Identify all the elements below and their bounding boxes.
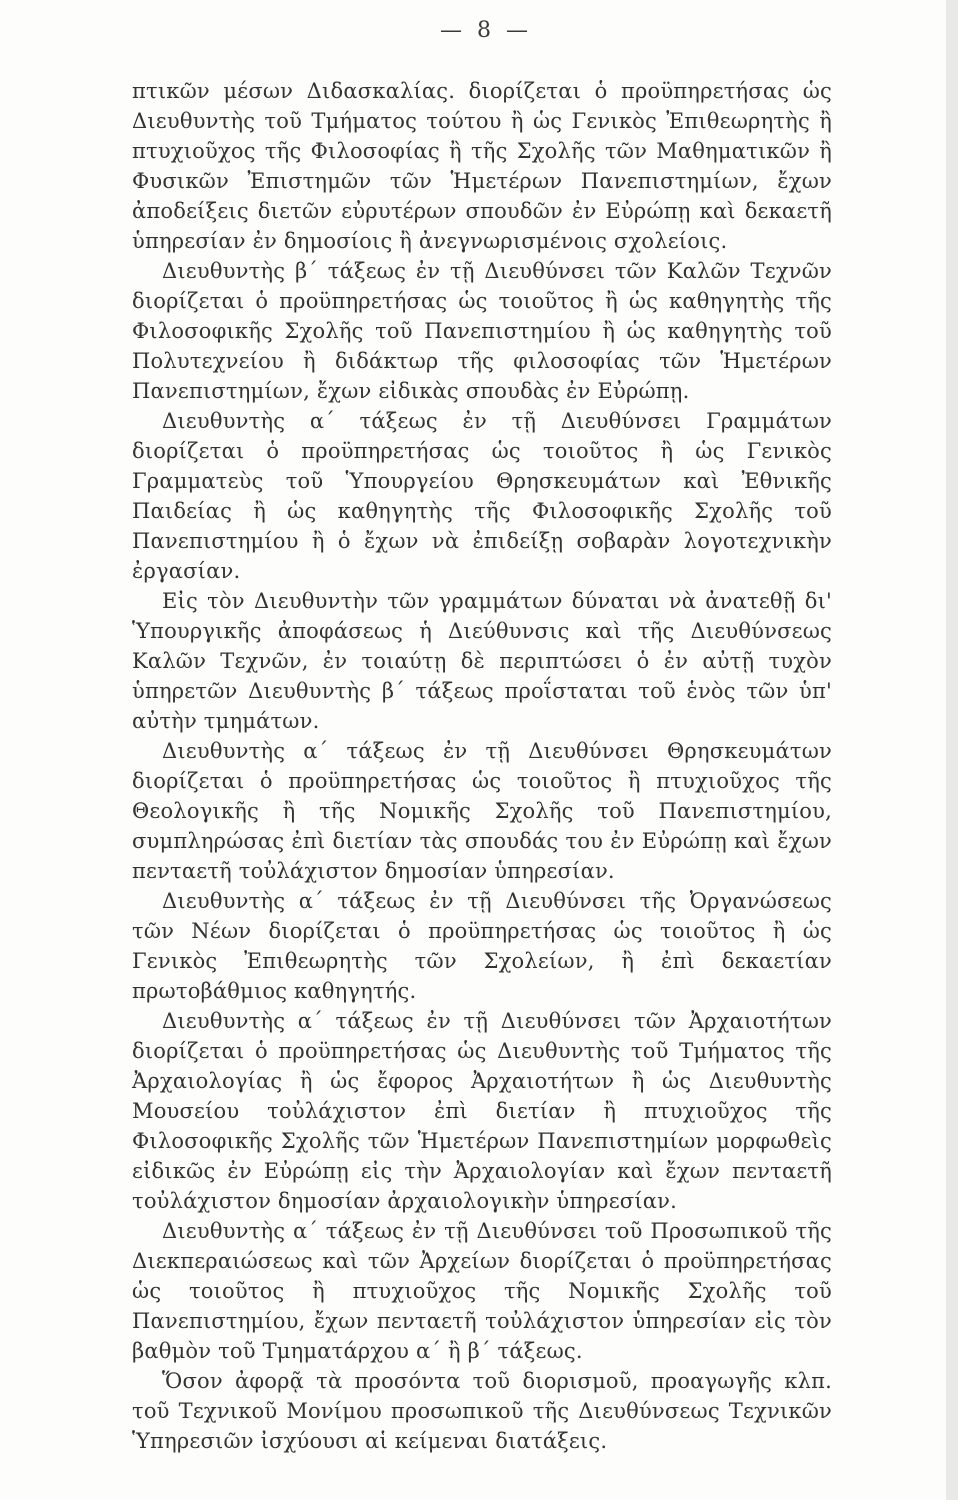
paragraph-5: Διευθυντὴς α΄ τάξεως ἐν τῇ Διευθύνσει Θρησκευμάτων διορίζεται ὁ προϋπηρετήσας ὡς τοιοῦτος ἢ πτυχιοῦχος τῆς Θεολογικῆς ἢ τῆς Νομικῆς Σχολῆς τοῦ Πανεπιστημίου, συμπληρώσας ἐπὶ διετίαν τὰς σπουδάς του ἐν Εὐρώπῃ καὶ ἔχων πενταετῆ τοὐλάχιστον δημοσίαν ὑπηρεσίαν. (132, 739, 832, 883)
page-number: — 8 — (440, 18, 532, 43)
paragraph-7: Διευθυντὴς α΄ τάξεως ἐν τῇ Διευθύνσει τῶν Ἀρχαιοτήτων διορίζεται ὁ προϋπηρετήσας ὡς Διευθυντὴς τοῦ Τμήματος τῆς Ἀρχαιολογίας ἢ ὡς ἔφορος Ἀρχαιοτήτων ἢ ὡς Διευθυντὴς Μουσείου τοὐλάχιστον ἐπὶ διετίαν ἢ πτυχιοῦχος τῆς Φιλοσοφικῆς Σχολῆς τῶν Ἡμετέρων Πανεπιστημίων μορφωθεὶς εἰδικῶς ἐν Εὐρώπῃ εἰς τὴν Ἀρχαιολογίαν καὶ ἔχων πενταετῆ τοὐλάχιστον δημοσίαν ἀρχαιολογικὴν ὑπηρεσίαν. (132, 1009, 832, 1213)
paragraph-9: Ὅσον ἀφορᾷ τὰ προσόντα τοῦ διορισμοῦ, προαγωγῆς κλπ. τοῦ Τεχνικοῦ Μονίμου προσωπικοῦ τῆς Διευθύνσεως Τεχνικῶν Ὑπηρεσιῶν ἰσχύουσι αἱ κείμεναι διατάξεις. (132, 1369, 832, 1453)
paragraph-8: Διευθυντὴς α΄ τάξεως ἐν τῇ Διευθύνσει τοῦ Προσωπικοῦ τῆς Διεκπεραιώσεως καὶ τῶν Ἀρχείων διορίζεται ὁ προϋπηρετήσας ὡς τοιοῦτος ἢ πτυχιοῦχος τῆς Νομικῆς Σχολῆς τοῦ Πανεπιστημίου, ἔχων πενταετῆ τοὐλάχιστον ὑπηρεσίαν εἰς τὸν βαθμὸν τοῦ Τμηματάρχου α΄ ἢ β΄ τάξεως. (132, 1219, 832, 1363)
paragraph-3: Διευθυντὴς α΄ τάξεως ἐν τῇ Διευθύνσει Γραμμάτων διορίζεται ὁ προϋπηρετήσας ὡς τοιοῦτος ἢ ὡς Γενικὸς Γραμματεὺς τοῦ Ὑπουργείου Θρησκευμάτων καὶ Ἐθνικῆς Παιδείας ἢ ὡς καθηγητὴς τῆς Φιλοσοφικῆς Σχολῆς τοῦ Πανεπιστημίου ἢ ὁ ἔχων νὰ ἐπιδείξῃ σοβαρὰν λογοτεχνικὴν ἐργασίαν. (132, 409, 832, 583)
paragraph-1: πτικῶν μέσων Διδασκαλίας. διορίζεται ὁ προϋπηρετήσας ὡς Διευθυντὴς τοῦ Τμήματος τούτου ἢ ὡς Γενικὸς Ἐπιθεωρητὴς ἢ πτυχιοῦχος τῆς Φιλοσοφίας ἢ τῆς Σχολῆς τῶν Μαθηματικῶν ἢ Φυσικῶν Ἐπιστημῶν τῶν Ἡμετέρων Πανεπιστημίων, ἔχων ἀποδείξεις διετῶν εὐρυτέρων σπουδῶν ἐν Εὐρώπῃ καὶ δεκαετῆ ὑπηρεσίαν ἐν δημοσίοις ἢ ἀνεγνωρισμένοις σχολείοις. (132, 79, 832, 253)
paragraph-6: Διευθυντὴς α΄ τάξεως ἐν τῇ Διευθύνσει τῆς Ὀργανώσεως τῶν Νέων διορίζεται ὁ προϋπηρετήσας ὡς τοιοῦτος ἢ ὡς Γενικὸς Ἐπιθεωρητὴς τῶν Σχολείων, ἢ ἐπὶ δεκαετίαν πρωτοβάθμιος καθηγητής. (132, 889, 832, 1003)
page-edge (946, 0, 958, 1500)
paragraph-2: Διευθυντὴς β΄ τάξεως ἐν τῇ Διευθύνσει τῶν Καλῶν Τεχνῶν διορίζεται ὁ προϋπηρετήσας ὡς τοιοῦτος ἢ ὡς καθηγητὴς τῆς Φιλοσοφικῆς Σχολῆς τοῦ Πανεπιστημίου ἢ ὡς καθηγητὴς τοῦ Πολυτεχνείου ἢ διδάκτωρ τῆς φιλοσοφίας τῶν Ἡμετέρων Πανεπιστημίων, ἔχων εἰδικὰς σπουδὰς ἐν Εὐρώπῃ. (132, 259, 832, 403)
body-text (132, 76, 832, 1456)
paragraph-4: Εἰς τὸν Διευθυντὴν τῶν γραμμάτων δύναται νὰ ἀνατεθῇ δι' Ὑπουργικῆς ἀποφάσεως ἡ Διεύθυνσις καὶ τῆς Διευθύνσεως Καλῶν Τεχνῶν, ἐν τοιαύτῃ δὲ περιπτώσει ὁ ἐν αὐτῇ τυχὸν ὑπηρετῶν Διευθυντὴς β΄ τάξεως προΐσταται τοῦ ἑνὸς τῶν ὑπ' αὐτὴν τμημάτων. (132, 589, 832, 733)
